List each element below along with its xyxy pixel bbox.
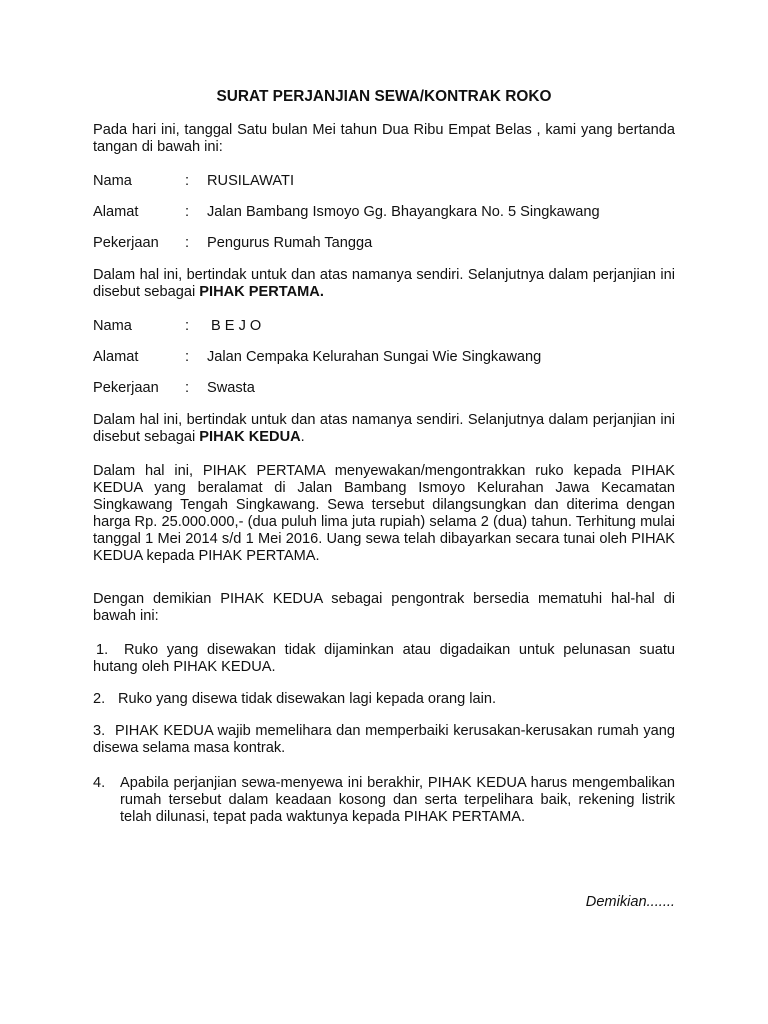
party1-name-value: RUSILAWATI [207, 173, 295, 189]
obligation-text: Apabila perjanjian sewa-menyewa ini berakhir, PIHAK KEDUA harus mengembalikan rumah tersebut dalam keadaan kosong dan serta terpelihara baik, rekening listrik telah dilunasi, tepat pada waktunya kepada PIHAK PERTAMA. [120, 775, 675, 825]
party2-job-row [93, 380, 675, 397]
party1-address-colon: : [185, 204, 190, 220]
party1-address-row [93, 204, 675, 221]
party2-address-colon: : [185, 349, 190, 365]
party2-name-label: Nama [93, 318, 132, 334]
party2-job-colon: : [185, 380, 190, 396]
party1-job-row [93, 235, 675, 252]
obligation-number: 4. [93, 775, 106, 791]
document-title: SURAT PERJANJIAN SEWA/KONTRAK ROKO [216, 88, 552, 105]
obligation-text: PIHAK KEDUA wajib memelihara dan memperbaiki kerusakan-kerusakan rumah yang disewa selama masa kontrak. [93, 723, 675, 756]
party2-job-label: Pekerjaan [93, 380, 159, 396]
obligation-number: 1. [96, 642, 109, 658]
party1-address-label: Alamat [93, 204, 139, 220]
party2-address-label: Alamat [93, 349, 139, 365]
party1-job-colon: : [185, 235, 190, 251]
party2-name-row [93, 318, 675, 335]
party1-name-label: Nama [93, 173, 132, 189]
obligation-item [93, 775, 675, 826]
party2-designation: PIHAK KEDUA [199, 429, 301, 445]
party2-address-value: Jalan Cempaka Kelurahan Sungai Wie Singkawang [207, 349, 542, 365]
obligation-number: 2. [93, 691, 106, 707]
obligations-intro: Dengan demikian PIHAK KEDUA sebagai pengontrak bersedia mematuhi hal-hal di bawah ini: [93, 591, 675, 624]
obligation-item [93, 723, 675, 757]
party2-statement-end: . [300, 429, 305, 445]
obligation-item [93, 691, 675, 708]
party2-name-colon: : [185, 318, 190, 334]
party1-designation: PIHAK PERTAMA. [199, 284, 324, 300]
party1-statement [93, 267, 675, 301]
party1-job-value: Pengurus Rumah Tangga [207, 235, 373, 251]
obligation-number: 3. [93, 723, 106, 739]
intro-paragraph: Pada hari ini, tanggal Satu bulan Mei tahun Dua Ribu Empat Belas , kami yang bertanda tangan di bawah ini: [93, 122, 675, 155]
party1-address-value: Jalan Bambang Ismoyo Gg. Bhayangkara No. 5 Singkawang [207, 204, 600, 220]
party2-address-row [93, 349, 675, 366]
obligation-text-content: Ruko yang disewakan tidak dijaminkan atau digadaikan untuk pelunasan suatu hutang oleh PIHAK KEDUA. [93, 642, 675, 675]
party1-name-row [93, 173, 675, 190]
obligation-item [93, 642, 675, 676]
obligation-text: Ruko yang disewa tidak disewakan lagi kepada orang lain. [118, 691, 497, 707]
party2-job-value: Swasta [207, 380, 255, 396]
obligation-text [93, 642, 675, 676]
closing-text: Demikian....... [585, 894, 675, 910]
party2-name-value: B E J O [211, 318, 262, 334]
party1-job-label: Pekerjaan [93, 235, 159, 251]
party1-name-colon: : [185, 173, 190, 189]
party2-statement [93, 412, 675, 446]
party1-statement-text: Dalam hal ini, bertindak untuk dan atas namanya sendiri. Selanjutnya dalam perjanjian ini disebut sebagai [93, 267, 675, 300]
agreement-paragraph: Dalam hal ini, PIHAK PERTAMA menyewakan/mengontrakkan ruko kepada PIHAK KEDUA yang beralamat di Jalan Bambang Ismoyo Kelurahan Jawa Kecamatan Singkawang Tengah Singkawang. Sewa tersebut dilangsungkan dan diterima dengan harga Rp. 25.000.000,- (dua puluh lima juta rupiah) selama 2 (dua) tahun. Terhitung mulai tanggal 1 Mei 2014 s/d 1 Mei 2016. Uang sewa telah dibayarkan secara tunai oleh PIHAK KEDUA kepada PIHAK PERTAMA. [93, 463, 675, 564]
party2-statement-text: Dalam hal ini, bertindak untuk dan atas namanya sendiri. Selanjutnya dalam perjanjian ini disebut sebagai [93, 412, 675, 445]
